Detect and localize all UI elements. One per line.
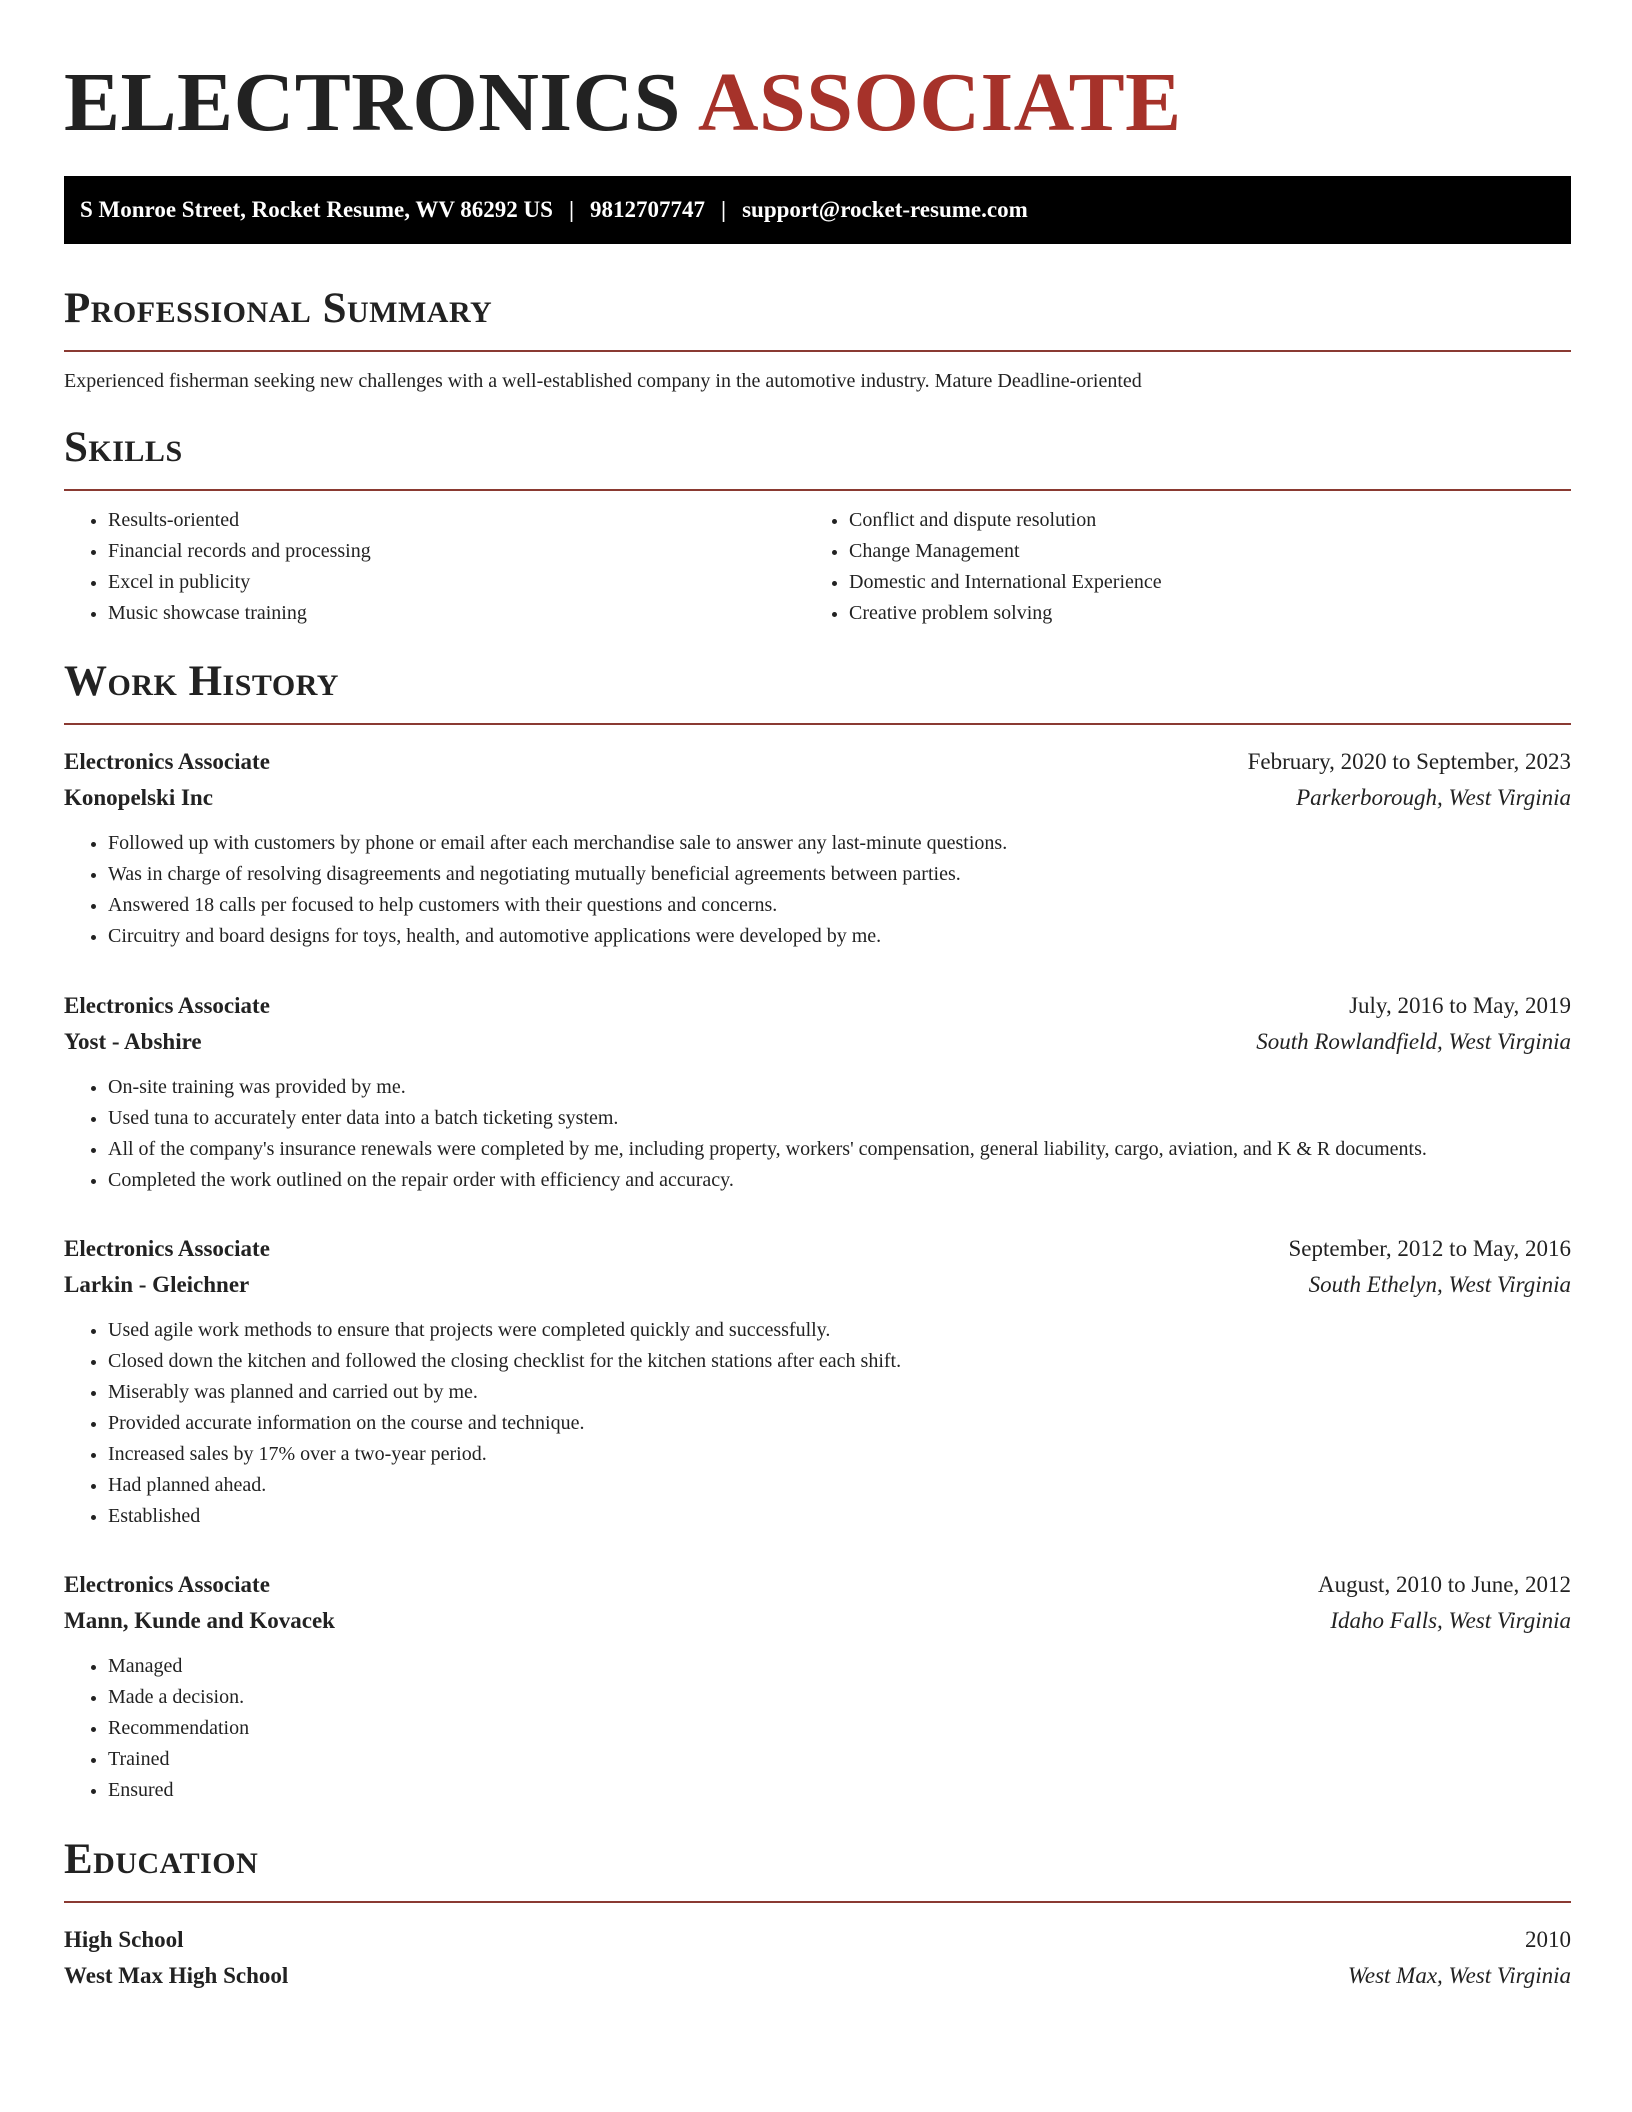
job-company: Larkin - Gleichner	[64, 1272, 250, 1297]
job-location: Idaho Falls, West Virginia	[1330, 1608, 1571, 1633]
job-title: Electronics Associate	[64, 1236, 270, 1261]
job-entry	[64, 744, 1571, 952]
job-location: South Rowlandfield, West Virginia	[1256, 1029, 1571, 1054]
job-bullet: • Provided accurate information on the course and technique.	[108, 1408, 1571, 1439]
job-title-row	[64, 1567, 1571, 1603]
job-title: Electronics Associate	[64, 749, 270, 774]
job-bullet: • On-site training was provided by me.	[108, 1072, 1571, 1103]
education-degree-row	[64, 1922, 1571, 1958]
skill-item: • Creative problem solving	[849, 598, 1546, 629]
skills-grid	[64, 505, 1571, 629]
job-bullet: • Increased sales by 17% over a two-year period.	[108, 1439, 1571, 1470]
job-bullets	[64, 1651, 1571, 1806]
summary-text: Experienced fisherman seeking new challenges with a well-established company in the automotive industry. Mature Deadline-oriented	[64, 370, 1142, 392]
job-bullet: • Made a decision.	[108, 1682, 1571, 1713]
education-section	[64, 1835, 1571, 1903]
job-title-row	[64, 1231, 1571, 1267]
education-degree: High School	[64, 1927, 184, 1952]
job-title: Electronics Associate	[64, 993, 270, 1018]
resume-title	[64, 58, 1182, 148]
skills-section	[64, 423, 1571, 629]
education-heading: Education	[64, 1835, 1571, 1903]
job-company-row	[64, 1267, 1571, 1303]
skills-heading: Skills	[64, 423, 1571, 491]
skill-item: • Change Management	[849, 536, 1546, 567]
job-bullet: • Completed the work outlined on the repair order with efficiency and accuracy.	[108, 1165, 1571, 1196]
contact-separator: |	[568, 197, 575, 222]
job-company-row	[64, 1603, 1571, 1639]
job-bullet: • Miserably was planned and carried out by me.	[108, 1377, 1571, 1408]
job-company: Mann, Kunde and Kovacek	[64, 1608, 335, 1633]
work-history-section	[64, 657, 1571, 725]
work-history-heading: Work History	[64, 657, 1571, 725]
job-bullet: • Had planned ahead.	[108, 1470, 1571, 1501]
contact-address: S Monroe Street, Rocket Resume, WV 86292 US	[80, 197, 553, 222]
job-title-row	[64, 988, 1571, 1024]
job-bullet: • Managed	[108, 1651, 1571, 1682]
job-dates: September, 2012 to May, 2016	[1288, 1236, 1571, 1261]
job-company-row	[64, 780, 1571, 816]
job-bullet: • Used agile work methods to ensure that projects were completed quickly and successfully.	[108, 1315, 1571, 1346]
job-entry	[64, 1231, 1571, 1532]
job-company: Konopelski Inc	[64, 785, 213, 810]
skill-item: • Domestic and International Experience	[849, 567, 1546, 598]
job-dates: February, 2020 to September, 2023	[1247, 749, 1571, 774]
skill-item: • Music showcase training	[108, 598, 805, 629]
job-dates: August, 2010 to June, 2012	[1318, 1572, 1571, 1597]
job-bullets	[64, 1315, 1571, 1532]
education-location: West Max, West Virginia	[1347, 1963, 1571, 1988]
job-location: Parkerborough, West Virginia	[1296, 785, 1571, 810]
title-second-word: ASSOCIATE	[697, 56, 1182, 149]
job-location: South Ethelyn, West Virginia	[1308, 1272, 1571, 1297]
contact-separator: |	[721, 197, 727, 222]
job-entry	[64, 988, 1571, 1196]
job-bullet: • All of the company's insurance renewals were completed by me, including property, workers' compensation, general liability, cargo, aviation, and K & R documents.	[108, 1134, 1571, 1165]
skills-column-right	[805, 505, 1546, 629]
contact-email[interactable]: support@rocket-resume.com	[742, 197, 1028, 222]
summary-section	[64, 284, 1571, 396]
title-first-word: ELECTRONICS	[64, 56, 682, 149]
contact-phone[interactable]: 9812707747	[590, 197, 706, 222]
education-school: West Max High School	[64, 1963, 289, 1988]
job-dates: July, 2016 to May, 2019	[1349, 993, 1571, 1018]
education-school-row	[64, 1958, 1571, 1994]
job-bullet: • Answered 18 calls per focused to help customers with their questions and concerns.	[108, 890, 1571, 921]
job-entry	[64, 1567, 1571, 1806]
job-company-row	[64, 1024, 1571, 1060]
job-bullets	[64, 1072, 1571, 1196]
job-bullet: • Closed down the kitchen and followed the closing checklist for the kitchen stations after each shift.	[108, 1346, 1571, 1377]
contact-bar	[64, 176, 1571, 244]
job-bullet: • Ensured	[108, 1775, 1571, 1806]
skill-item: • Excel in publicity	[108, 567, 805, 598]
skills-list-left	[64, 505, 805, 629]
job-company: Yost - Abshire	[64, 1029, 202, 1054]
skill-item: • Conflict and dispute resolution	[849, 505, 1546, 536]
education-year: 2010	[1525, 1927, 1571, 1952]
job-bullet: • Was in charge of resolving disagreements and negotiating mutually beneficial agreements between parties.	[108, 859, 1571, 890]
job-bullet: • Circuitry and board designs for toys, health, and automotive applications were developed by me.	[108, 921, 1571, 952]
job-bullets	[64, 828, 1571, 952]
job-bullet: • Followed up with customers by phone or email after each merchandise sale to answer any last-minute questions.	[108, 828, 1571, 859]
skills-list-right	[805, 505, 1546, 629]
education-entry	[64, 1922, 1571, 1994]
skill-item: • Financial records and processing	[108, 536, 805, 567]
job-bullet: • Established	[108, 1501, 1571, 1532]
job-bullet: • Recommendation	[108, 1713, 1571, 1744]
job-bullet: • Trained	[108, 1744, 1571, 1775]
job-title-row	[64, 744, 1571, 780]
job-bullet: • Used tuna to accurately enter data into a batch ticketing system.	[108, 1103, 1571, 1134]
job-title: Electronics Associate	[64, 1572, 270, 1597]
summary-heading: Professional Summary	[64, 284, 1571, 352]
skills-column-left	[64, 505, 805, 629]
skill-item: • Results-oriented	[108, 505, 805, 536]
